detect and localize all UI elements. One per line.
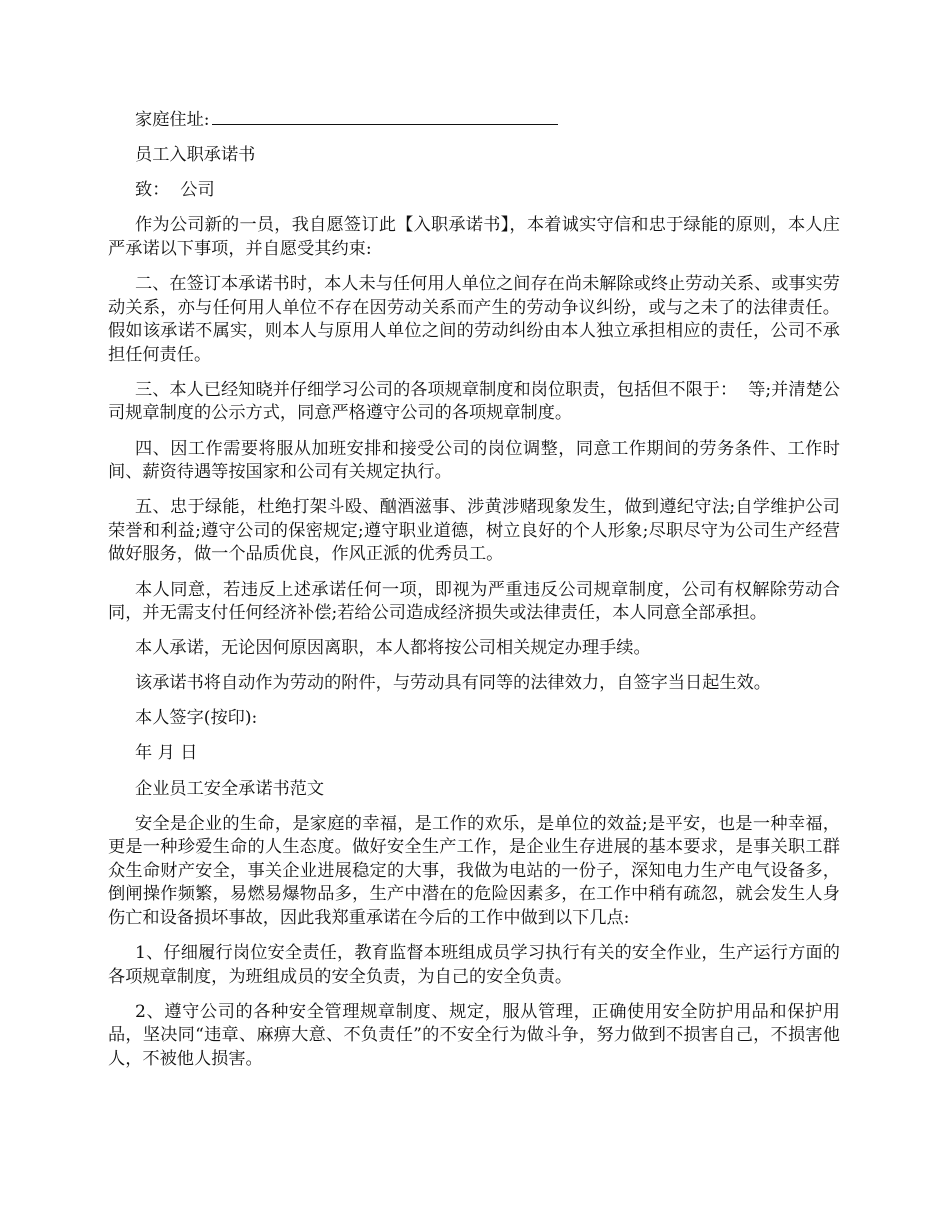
resignation-paragraph: 本人承诺，无论因何原因离职，本人都将按公司相关规定办理手续。 (135, 638, 651, 659)
clause-5-paragraph: 五、忠于绿能，杜绝打架斗殴、酗酒滋事、涉黄涉赌现象发生，做到遵纪守法;自学维护公司荣誉和利益;遵守公司的保密规定;遵守职业道德，树立良好的个人形象;尽职尽守为公司生产经营做好服务，做一个品质优良，作风正派的优秀员工。 (108, 497, 840, 565)
section-title: 企业员工安全承诺书范文 (135, 778, 325, 799)
clause-4-paragraph: 四、因工作需要将服从加班安排和接受公司的岗位调整，同意工作期间的劳务条件、工作时间、薪资待遇等按国家和公司有关规定执行。 (108, 438, 840, 483)
safety-intro-paragraph: 安全是企业的生命，是家庭的幸福，是工作的欢乐，是单位的效益;是平安，也是一种幸福，更是一种珍爱生命的人生态度。做好安全生产工作，是企业生存进展的基本要求，是事关职工群众生命财产安全，事关企业进展稳定的大事，我做为电站的一份子，深知电力生产电气设备多，倒闸操作频繁，易燃易爆物品多，生产中潜在的危险因素多，在工作中稍有疏忽，就会发生人身伤亡和设备损坏事故，因此我郑重承诺在今后的工作中做到以下几点: (108, 813, 840, 929)
addressee-line: 致： 公司 (135, 180, 215, 201)
intro-paragraph: 作为公司新的一员，我自愿签订此【入职承诺书】，本着诚实守信和忠于绿能的原则，本人庄严承诺以下事项，并自愿受其约束: (108, 215, 840, 259)
document-page (108, 108, 840, 1083)
address-blank-line (212, 108, 558, 125)
signature-line: 本人签字(按印): (135, 708, 258, 729)
document-title: 员工入职承诺书 (135, 145, 256, 166)
safety-item-2: 2、遵守公司的各种安全管理规章制度、规定，服从管理，正确使用安全防护用品和保护用品，坚决同“违章、麻痹大意、不负责任”的不安全行为做斗争，努力做到不损害自己，不损害他人，不被他人损害。 (108, 1001, 840, 1069)
clause-2-paragraph: 二、在签订本承诺书时，本人未与任何用人单位之间存在尚未解除或终止劳动关系、或事实劳动关系，亦与任何用人单位不存在因劳动关系而产生的劳动争议纠纷，或与之未了的法律责任。假如该承诺不属实，则本人与原用人单位之间的劳动纠纷由本人独立承担相应的责任，公司不承担任何责任。 (108, 273, 840, 365)
address-row (108, 108, 840, 133)
effect-paragraph: 该承诺书将自动作为劳动的附件，与劳动具有同等的法律效力，自签字当日起生效。 (135, 673, 771, 694)
safety-item-1: 1、仔细履行岗位安全责任，教育监督本班组成员学习执行有关的安全作业，生产运行方面的各项规章制度，为班组成员的安全负责，为自己的安全负责。 (108, 943, 840, 987)
clause-3-paragraph: 三、本人已经知晓并仔细学习公司的各项规章制度和岗位职责，包括但不限于： 等;并清楚公司规章制度的公示方式，同意严格遵守公司的各项规章制度。 (108, 379, 840, 424)
address-label: 家庭住址: (135, 110, 210, 130)
consent-paragraph: 本人同意，若违反上述承诺任何一项，即视为严重违反公司规章制度，公司有权解除劳动合同，并无需支付任何经济补偿;若给公司造成经济损失或法律责任，本人同意全部承担。 (108, 579, 840, 624)
date-line: 年 月 日 (135, 743, 198, 764)
